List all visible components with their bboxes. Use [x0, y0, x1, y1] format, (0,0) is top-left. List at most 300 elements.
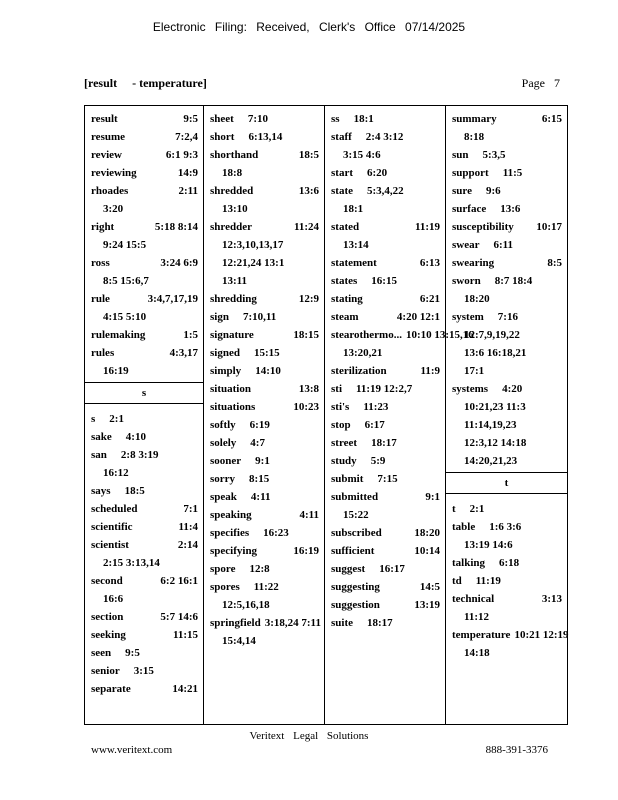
index-word: review	[91, 149, 122, 161]
index-entry	[91, 182, 198, 200]
index-entry	[210, 308, 319, 326]
index-entry	[91, 428, 198, 446]
page-line-ref: 2:11	[178, 185, 198, 197]
page-line-ref: 8:7 18:4	[494, 275, 533, 287]
page-line-ref: 11:22	[253, 581, 279, 593]
page-line-ref: 9:5	[183, 113, 198, 125]
index-entry	[210, 146, 319, 164]
index-entry	[210, 488, 319, 506]
page-line-ref: 6:17	[364, 419, 385, 431]
page-line-ref: 10:10 13:15,16	[405, 329, 474, 341]
index-word: subscribed	[331, 527, 382, 539]
index-entry	[452, 254, 562, 272]
index-word: sun	[452, 149, 469, 161]
index-entry	[210, 452, 319, 470]
index-entry	[331, 254, 440, 272]
index-entry	[91, 146, 198, 164]
page-line-ref: 13:6	[298, 185, 319, 197]
page-line-ref: 5:7 14:6	[160, 611, 198, 623]
index-word: systems	[452, 383, 489, 395]
page-line-ref: 14:5	[419, 581, 440, 593]
index-word: rhoades	[91, 185, 129, 197]
page-line-ref-continued: 9:24 15:5	[103, 239, 147, 251]
index-word: resume	[91, 131, 126, 143]
page-line-ref: 6:11	[493, 239, 514, 251]
page-line-ref: 6:13	[419, 257, 440, 269]
index-word: san	[91, 449, 107, 461]
page-line-ref: 3:13	[541, 593, 562, 605]
index-entry	[331, 560, 440, 578]
index-entry	[331, 542, 440, 560]
index-word: talking	[452, 557, 486, 569]
index-word: scientific	[91, 521, 133, 533]
index-entry	[210, 398, 319, 416]
index-word: spore	[210, 563, 236, 575]
index-word: speak	[210, 491, 237, 503]
index-word: shorthand	[210, 149, 259, 161]
index-word: spores	[210, 581, 240, 593]
index-entry	[331, 164, 440, 182]
index-word: table	[452, 521, 476, 533]
index-word: sheet	[210, 113, 234, 125]
index-entry	[331, 596, 440, 614]
index-word: specifying	[210, 545, 258, 557]
index-entry	[331, 452, 440, 470]
page-line-ref: 18:20	[414, 527, 440, 539]
page-line-ref: 2:14	[177, 539, 198, 551]
page-line-ref: 11:19 12:2,7	[356, 383, 413, 395]
index-word: speaking	[210, 509, 252, 521]
index-entry	[331, 470, 440, 488]
page-line-ref-continued: 15:4,14	[222, 635, 256, 647]
page-label: Page	[521, 76, 545, 90]
index-word: susceptibility	[452, 221, 514, 233]
index-entry	[210, 614, 319, 632]
page-line-ref-continued: 18:8	[222, 167, 243, 179]
page-line-ref-continued: 14:18	[464, 647, 490, 659]
index-word: simply	[210, 365, 242, 377]
index-word: start	[331, 167, 353, 179]
index-word: scientist	[91, 539, 129, 551]
index-entry	[452, 518, 562, 536]
page-line-ref-continued: 3:15 4:6	[343, 149, 381, 161]
page-line-ref: 11:19	[414, 221, 440, 233]
footer-website: www.veritext.com	[91, 744, 173, 756]
page-line-ref-continued: 15:22	[343, 509, 369, 521]
index-word: second	[91, 575, 123, 587]
index-entry	[91, 662, 198, 680]
index-entry	[91, 482, 198, 500]
index-entry	[452, 380, 562, 398]
index-entry	[210, 380, 319, 398]
page-line-ref: 7:15	[377, 473, 398, 485]
index-entry	[91, 680, 198, 698]
page-line-ref-continued: 12:21,24 13:1	[222, 257, 285, 269]
index-word: says	[91, 485, 111, 497]
page-line-ref: 12:9	[298, 293, 319, 305]
page-line-ref: 4:11	[250, 491, 271, 503]
index-word: sure	[452, 185, 472, 197]
index-word: stop	[331, 419, 351, 431]
page-line-ref-continued: 8:5 15:6,7	[103, 275, 149, 287]
index-word: result	[91, 113, 118, 125]
index-entry	[331, 488, 440, 506]
index-entry	[452, 626, 569, 644]
index-column	[204, 106, 325, 724]
page-line-ref-continued: 12:5,16,18	[222, 599, 270, 611]
letter-heading: t	[446, 472, 567, 494]
index-entry	[452, 218, 562, 236]
page-line-ref: 4:11	[299, 509, 319, 521]
index-word: swearing	[452, 257, 495, 269]
page-line-ref: 3:15	[133, 665, 154, 677]
index-entry	[91, 218, 198, 236]
index-entry	[210, 560, 319, 578]
page-line-ref-continued: 18:1	[343, 203, 364, 215]
page-line-ref: 15:15	[253, 347, 280, 359]
index-word: sake	[91, 431, 112, 443]
index-word: reviewing	[91, 167, 137, 179]
index-entry	[452, 236, 562, 254]
page-line-ref: 5:9	[370, 455, 386, 467]
page-line-ref: 18:15	[293, 329, 319, 341]
index-word: sign	[210, 311, 229, 323]
page-line-ref: 16:15	[371, 275, 397, 287]
index-entry	[331, 416, 440, 434]
index-word: springfield	[210, 617, 261, 629]
page-line-ref: 7:10,11	[242, 311, 277, 323]
index-word: submit	[331, 473, 364, 485]
index-entry	[331, 182, 440, 200]
index-entry	[210, 506, 319, 524]
index-word: system	[452, 311, 484, 323]
index-entry	[210, 326, 319, 344]
index-word: ross	[91, 257, 110, 269]
index-entry	[91, 290, 198, 308]
index-entry	[91, 344, 198, 362]
page-line-ref: 9:6	[485, 185, 501, 197]
index-entry	[91, 572, 198, 590]
index-entry	[452, 590, 562, 608]
index-word: swear	[452, 239, 480, 251]
page-line-ref: 18:5	[124, 485, 145, 497]
index-entry	[452, 572, 562, 590]
page-line-ref: 11:19	[475, 575, 501, 587]
index-word: right	[91, 221, 115, 233]
index-entry	[452, 500, 562, 518]
page-line-ref: 11:5	[502, 167, 523, 179]
index-word: signature	[210, 329, 254, 341]
page-line-ref: 14:21	[172, 683, 198, 695]
index-entry	[210, 362, 319, 380]
index-entry	[452, 110, 562, 128]
page-line-ref: 11:15	[172, 629, 198, 641]
page-line-ref: 3:24 6:9	[160, 257, 198, 269]
page-line-ref: 2:1	[109, 413, 124, 425]
index-entry	[452, 146, 562, 164]
index-entry	[452, 182, 562, 200]
index-word: states	[331, 275, 358, 287]
index-column	[446, 106, 567, 724]
index-word: suggest	[331, 563, 366, 575]
index-entry	[452, 272, 562, 290]
index-entry	[91, 500, 198, 518]
index-word: senior	[91, 665, 120, 677]
index-word: sooner	[210, 455, 242, 467]
index-word: sti's	[331, 401, 350, 413]
entry-block	[85, 106, 203, 380]
index-word: short	[210, 131, 235, 143]
index-word: support	[452, 167, 489, 179]
index-word: staff	[331, 131, 352, 143]
page-line-ref-continued: 11:14,19,23	[464, 419, 517, 431]
index-entry	[331, 614, 440, 632]
efiling-stamp: Electronic Filing: Received, Clerk's Office 07/14/2025	[152, 20, 466, 34]
index-word: section	[91, 611, 124, 623]
index-word: signed	[210, 347, 240, 359]
page-line-ref: 10:21 12:19	[514, 629, 569, 641]
index-word: state	[331, 185, 353, 197]
page-line-ref-continued: 11:12	[464, 611, 490, 623]
index-entry	[210, 344, 319, 362]
page-line-ref: 1:6 3:6	[489, 521, 522, 533]
page-line-ref: 13:6	[500, 203, 521, 215]
index-entry	[331, 578, 440, 596]
page-line-ref-continued: 16:12	[103, 467, 129, 479]
page-line-ref: 14:10	[255, 365, 281, 377]
index-word: sti	[331, 383, 342, 395]
index-word: suggesting	[331, 581, 380, 593]
page-line-ref: 7:2,4	[175, 131, 198, 143]
page-line-ref: 2:4 3:12	[365, 131, 404, 143]
page-line-ref: 6:15	[541, 113, 562, 125]
entry-block	[446, 496, 567, 662]
index-word: td	[452, 575, 462, 587]
index-word: technical	[452, 593, 495, 605]
index-entry	[210, 290, 319, 308]
page-line-ref: 18:17	[371, 437, 397, 449]
page-line-ref-continued: 10:21,23 11:3	[464, 401, 526, 413]
page-line-ref: 9:1	[255, 455, 270, 467]
page-line-ref: 4:20	[502, 383, 523, 395]
page-line-ref-continued: 16:6	[103, 593, 124, 605]
index-entry	[91, 518, 198, 536]
page-line-ref: 4:7	[250, 437, 265, 449]
index-word: suite	[331, 617, 353, 629]
page-line-ref: 3:4,7,17,19	[147, 293, 198, 305]
index-word: separate	[91, 683, 131, 695]
page-line-ref-continued: 13:10	[222, 203, 248, 215]
page-line-ref: 6:21	[419, 293, 440, 305]
index-word: rules	[91, 347, 115, 359]
index-entry	[91, 128, 198, 146]
page-line-ref: 13:8	[298, 383, 319, 395]
page-line-ref-continued: 4:15 5:10	[103, 311, 147, 323]
index-entry	[210, 470, 319, 488]
index-entry	[210, 416, 319, 434]
index-word: submitted	[331, 491, 379, 503]
index-word: summary	[452, 113, 497, 125]
word-index-grid	[84, 105, 568, 725]
index-entry	[210, 578, 319, 596]
page-line-ref: 13:19	[414, 599, 440, 611]
index-entry	[452, 554, 562, 572]
index-entry	[331, 218, 440, 236]
page-number	[522, 76, 560, 91]
index-entry	[331, 326, 474, 344]
page-line-ref: 11:4	[178, 521, 198, 533]
index-entry	[331, 110, 440, 128]
page-line-ref: 6:1 9:3	[165, 149, 198, 161]
page-line-ref: 7:10	[247, 113, 268, 125]
index-word: sorry	[210, 473, 236, 485]
index-word: sworn	[452, 275, 481, 287]
page-line-ref-continued: 12:7,9,19,22	[464, 329, 520, 341]
index-word: shredded	[210, 185, 254, 197]
page-line-ref-continued: 8:18	[464, 131, 485, 143]
index-word: sufficient	[331, 545, 375, 557]
page-line-ref-continued: 13:20,21	[343, 347, 383, 359]
page-line-ref: 18:17	[367, 617, 393, 629]
page-line-ref: 8:5	[547, 257, 562, 269]
index-word: rulemaking	[91, 329, 146, 341]
index-word: street	[331, 437, 358, 449]
page-line-ref: 5:3,4,22	[367, 185, 404, 197]
page-line-ref: 7:16	[497, 311, 518, 323]
index-entry	[91, 410, 198, 428]
entry-block	[204, 106, 324, 650]
page-line-ref: 8:15	[249, 473, 270, 485]
page-line-ref: 5:3,5	[482, 149, 506, 161]
page-line-ref: 11:9	[420, 365, 440, 377]
index-word: seeking	[91, 629, 126, 641]
page-value: 7	[554, 76, 560, 90]
page-line-ref: 4:10	[125, 431, 146, 443]
index-entry	[210, 542, 319, 560]
page-line-ref-continued: 13:14	[343, 239, 369, 251]
index-entry	[91, 164, 198, 182]
index-word: solely	[210, 437, 237, 449]
index-entry	[91, 110, 198, 128]
index-word: softly	[210, 419, 236, 431]
page-line-ref: 16:17	[379, 563, 405, 575]
index-entry	[452, 164, 562, 182]
page-line-ref-continued: 17:1	[464, 365, 485, 377]
index-entry	[91, 626, 198, 644]
index-entry	[331, 290, 440, 308]
index-entry	[210, 182, 319, 200]
index-word: specifies	[210, 527, 250, 539]
page-line-ref: 3:18,24 7:11	[264, 617, 321, 629]
index-word: rule	[91, 293, 110, 305]
page-line-ref: 10:23	[293, 401, 319, 413]
index-word: stated	[331, 221, 360, 233]
index-entry	[91, 644, 198, 662]
index-entry	[331, 434, 440, 452]
index-word: situations	[210, 401, 256, 413]
page-line-ref: 11:24	[293, 221, 319, 233]
page-line-ref: 5:18 8:14	[154, 221, 198, 233]
page-line-ref: 6:13,14	[248, 131, 283, 143]
page-line-ref-continued: 18:20	[464, 293, 490, 305]
page-line-ref: 16:23	[263, 527, 289, 539]
footer-phone: 888-391-3376	[485, 744, 548, 756]
index-entry	[331, 380, 440, 398]
page-line-ref: 10:17	[536, 221, 562, 233]
index-entry	[331, 524, 440, 542]
index-word: sterilization	[331, 365, 387, 377]
index-entry	[91, 326, 198, 344]
index-word: study	[331, 455, 357, 467]
index-entry	[210, 218, 319, 236]
index-word: suggestion	[331, 599, 380, 611]
index-entry	[331, 128, 440, 146]
page-line-ref-continued: 12:3,12 14:18	[464, 437, 527, 449]
entry-block	[85, 406, 203, 698]
index-entry	[210, 110, 319, 128]
index-entry	[91, 608, 198, 626]
page-line-ref: 6:20	[367, 167, 388, 179]
index-entry	[210, 524, 319, 542]
page-line-ref: 7:1	[183, 503, 198, 515]
page-line-ref-continued: 12:3,10,13,17	[222, 239, 284, 251]
page-line-ref: 12:8	[249, 563, 270, 575]
page-line-ref: 11:23	[363, 401, 389, 413]
index-entry	[91, 446, 198, 464]
letter-heading: s	[85, 382, 203, 404]
index-entry	[331, 398, 440, 416]
page-line-ref: 9:5	[125, 647, 140, 659]
page-line-ref-continued: 3:20	[103, 203, 124, 215]
index-entry	[452, 308, 562, 326]
page-line-ref: 6:2 16:1	[160, 575, 198, 587]
index-word: seen	[91, 647, 112, 659]
page-line-ref: 18:1	[353, 113, 374, 125]
index-entry	[91, 536, 198, 554]
index-entry	[91, 254, 198, 272]
index-entry	[331, 362, 440, 380]
index-word: statement	[331, 257, 377, 269]
entry-block	[446, 106, 567, 470]
page-line-ref: 9:1	[425, 491, 440, 503]
page-line-ref: 6:18	[499, 557, 520, 569]
index-word: s	[91, 413, 96, 425]
index-word: stearothermo...	[331, 329, 402, 341]
index-entry	[452, 200, 562, 218]
page-line-ref: 14:9	[177, 167, 198, 179]
page-line-ref: 4:3,17	[169, 347, 198, 359]
page-line-ref-continued: 13:6 16:18,21	[464, 347, 527, 359]
page-line-ref-continued: 16:19	[103, 365, 129, 377]
index-word: shredder	[210, 221, 252, 233]
page-line-ref: 10:14	[414, 545, 440, 557]
page-line-ref-continued: 13:11	[222, 275, 248, 287]
page-line-ref: 1:5	[183, 329, 198, 341]
index-column	[85, 106, 204, 724]
page-line-ref-continued: 14:20,21,23	[464, 455, 518, 467]
page-line-ref-continued: 2:15 3:13,14	[103, 557, 160, 569]
index-word: scheduled	[91, 503, 138, 515]
index-word: situation	[210, 383, 251, 395]
index-entry	[210, 128, 319, 146]
page-line-ref: 16:19	[293, 545, 319, 557]
index-entry	[331, 308, 440, 326]
page-line-ref: 6:19	[249, 419, 270, 431]
index-range: [result - temperature]	[84, 76, 207, 90]
index-entry	[210, 434, 319, 452]
page-line-ref-continued: 13:19 14:6	[464, 539, 513, 551]
page-line-ref: 18:5	[298, 149, 319, 161]
